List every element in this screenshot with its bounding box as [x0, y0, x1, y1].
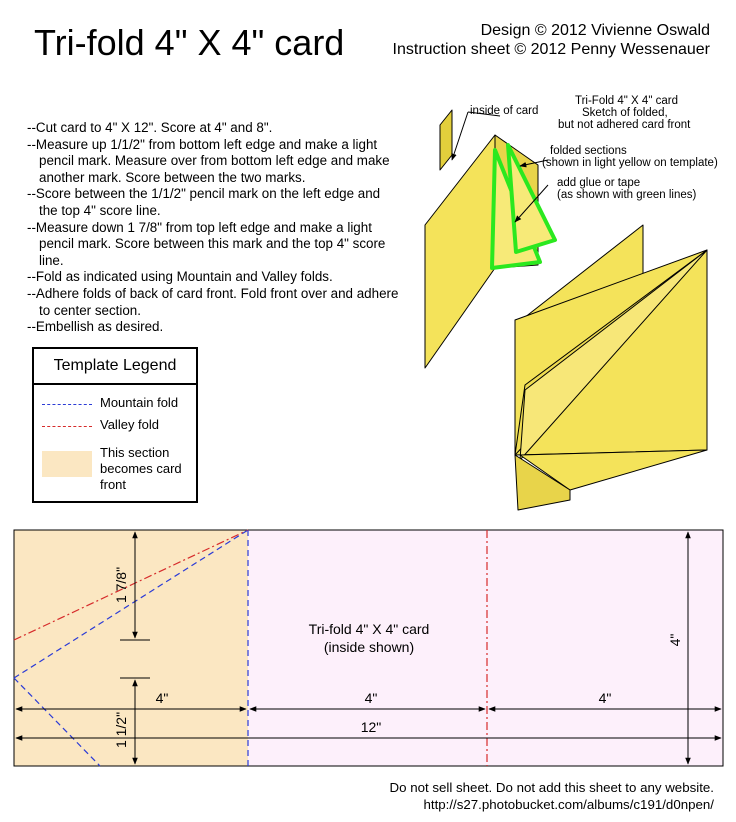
instruction-step: --Embellish as desired.: [27, 319, 164, 335]
sketch-title: Tri-Fold 4" X 4" card: [575, 95, 678, 107]
dim-seven-eighths: 1 7/8": [113, 566, 129, 604]
template-center-label-1: Tri-fold 4" X 4" card: [308, 621, 430, 637]
legend-front-label: This section becomes card front: [100, 445, 182, 492]
template-center-label-2: (inside shown): [323, 639, 415, 655]
card-front-section: [14, 530, 248, 766]
card-inside-section: [248, 530, 723, 766]
instruction-step: --Adhere folds of back of card front. Fold front over and adhere to center section.: [27, 285, 399, 318]
instruction-step: --Fold as indicated using Mountain and Valley folds.: [27, 269, 333, 285]
dim-panel-1: 4": [155, 690, 169, 706]
instruction-credit: Instruction sheet © 2012 Penny Wessenauer: [392, 41, 710, 58]
dim-height: 4": [667, 633, 683, 647]
instruction-step: --Score between the 1/1/2" pencil mark on the left edge and the top 4" score line.: [27, 186, 381, 218]
folded-sections-label: folded sections: [550, 145, 627, 157]
instruction-step: --Measure down 1 7/8" from top left edge and make a light pencil mark. Score between this mark and the top 4" score line.: [27, 219, 386, 268]
sketch-sub-2: but not adhered card front: [558, 119, 691, 131]
instruction-step: --Cut card to 4" X 12". Score at 4" and 8".: [27, 120, 273, 135]
sketch-folded: [515, 225, 707, 510]
dim-panel-3: 4": [598, 690, 612, 706]
dim-panel-2: 4": [364, 690, 378, 706]
dim-one-half: 1 1/2": [113, 711, 129, 749]
legend-valley-label: Valley fold: [100, 417, 160, 432]
inside-of-card-label: inside of card: [470, 105, 539, 117]
folded-sections-note: (shown in light yellow on template): [542, 157, 718, 169]
legend-title: Template Legend: [34, 349, 196, 385]
dim-total: 12": [360, 719, 382, 735]
design-credit: Design © 2012 Vivienne Oswald: [480, 22, 710, 39]
glue-note: (as shown with green lines): [557, 189, 697, 201]
sketch-sub-1: Sketch of folded,: [582, 107, 668, 119]
glue-label: add glue or tape: [557, 177, 641, 189]
footer-notice: Do not sell sheet. Do not add this sheet to any website.: [389, 780, 714, 795]
legend-mountain-label: Mountain fold: [100, 395, 179, 410]
footer-url: http://s27.photobucket.com/albums/c191/d0npen/: [423, 797, 714, 812]
instruction-step: --Measure up 1/1/2" from bottom left edge and make a light pencil mark. Measure over from bottom left edge and make another mark. Score between the two marks.: [27, 136, 390, 185]
page-title: Tri-fold 4" X 4" card: [34, 22, 345, 63]
